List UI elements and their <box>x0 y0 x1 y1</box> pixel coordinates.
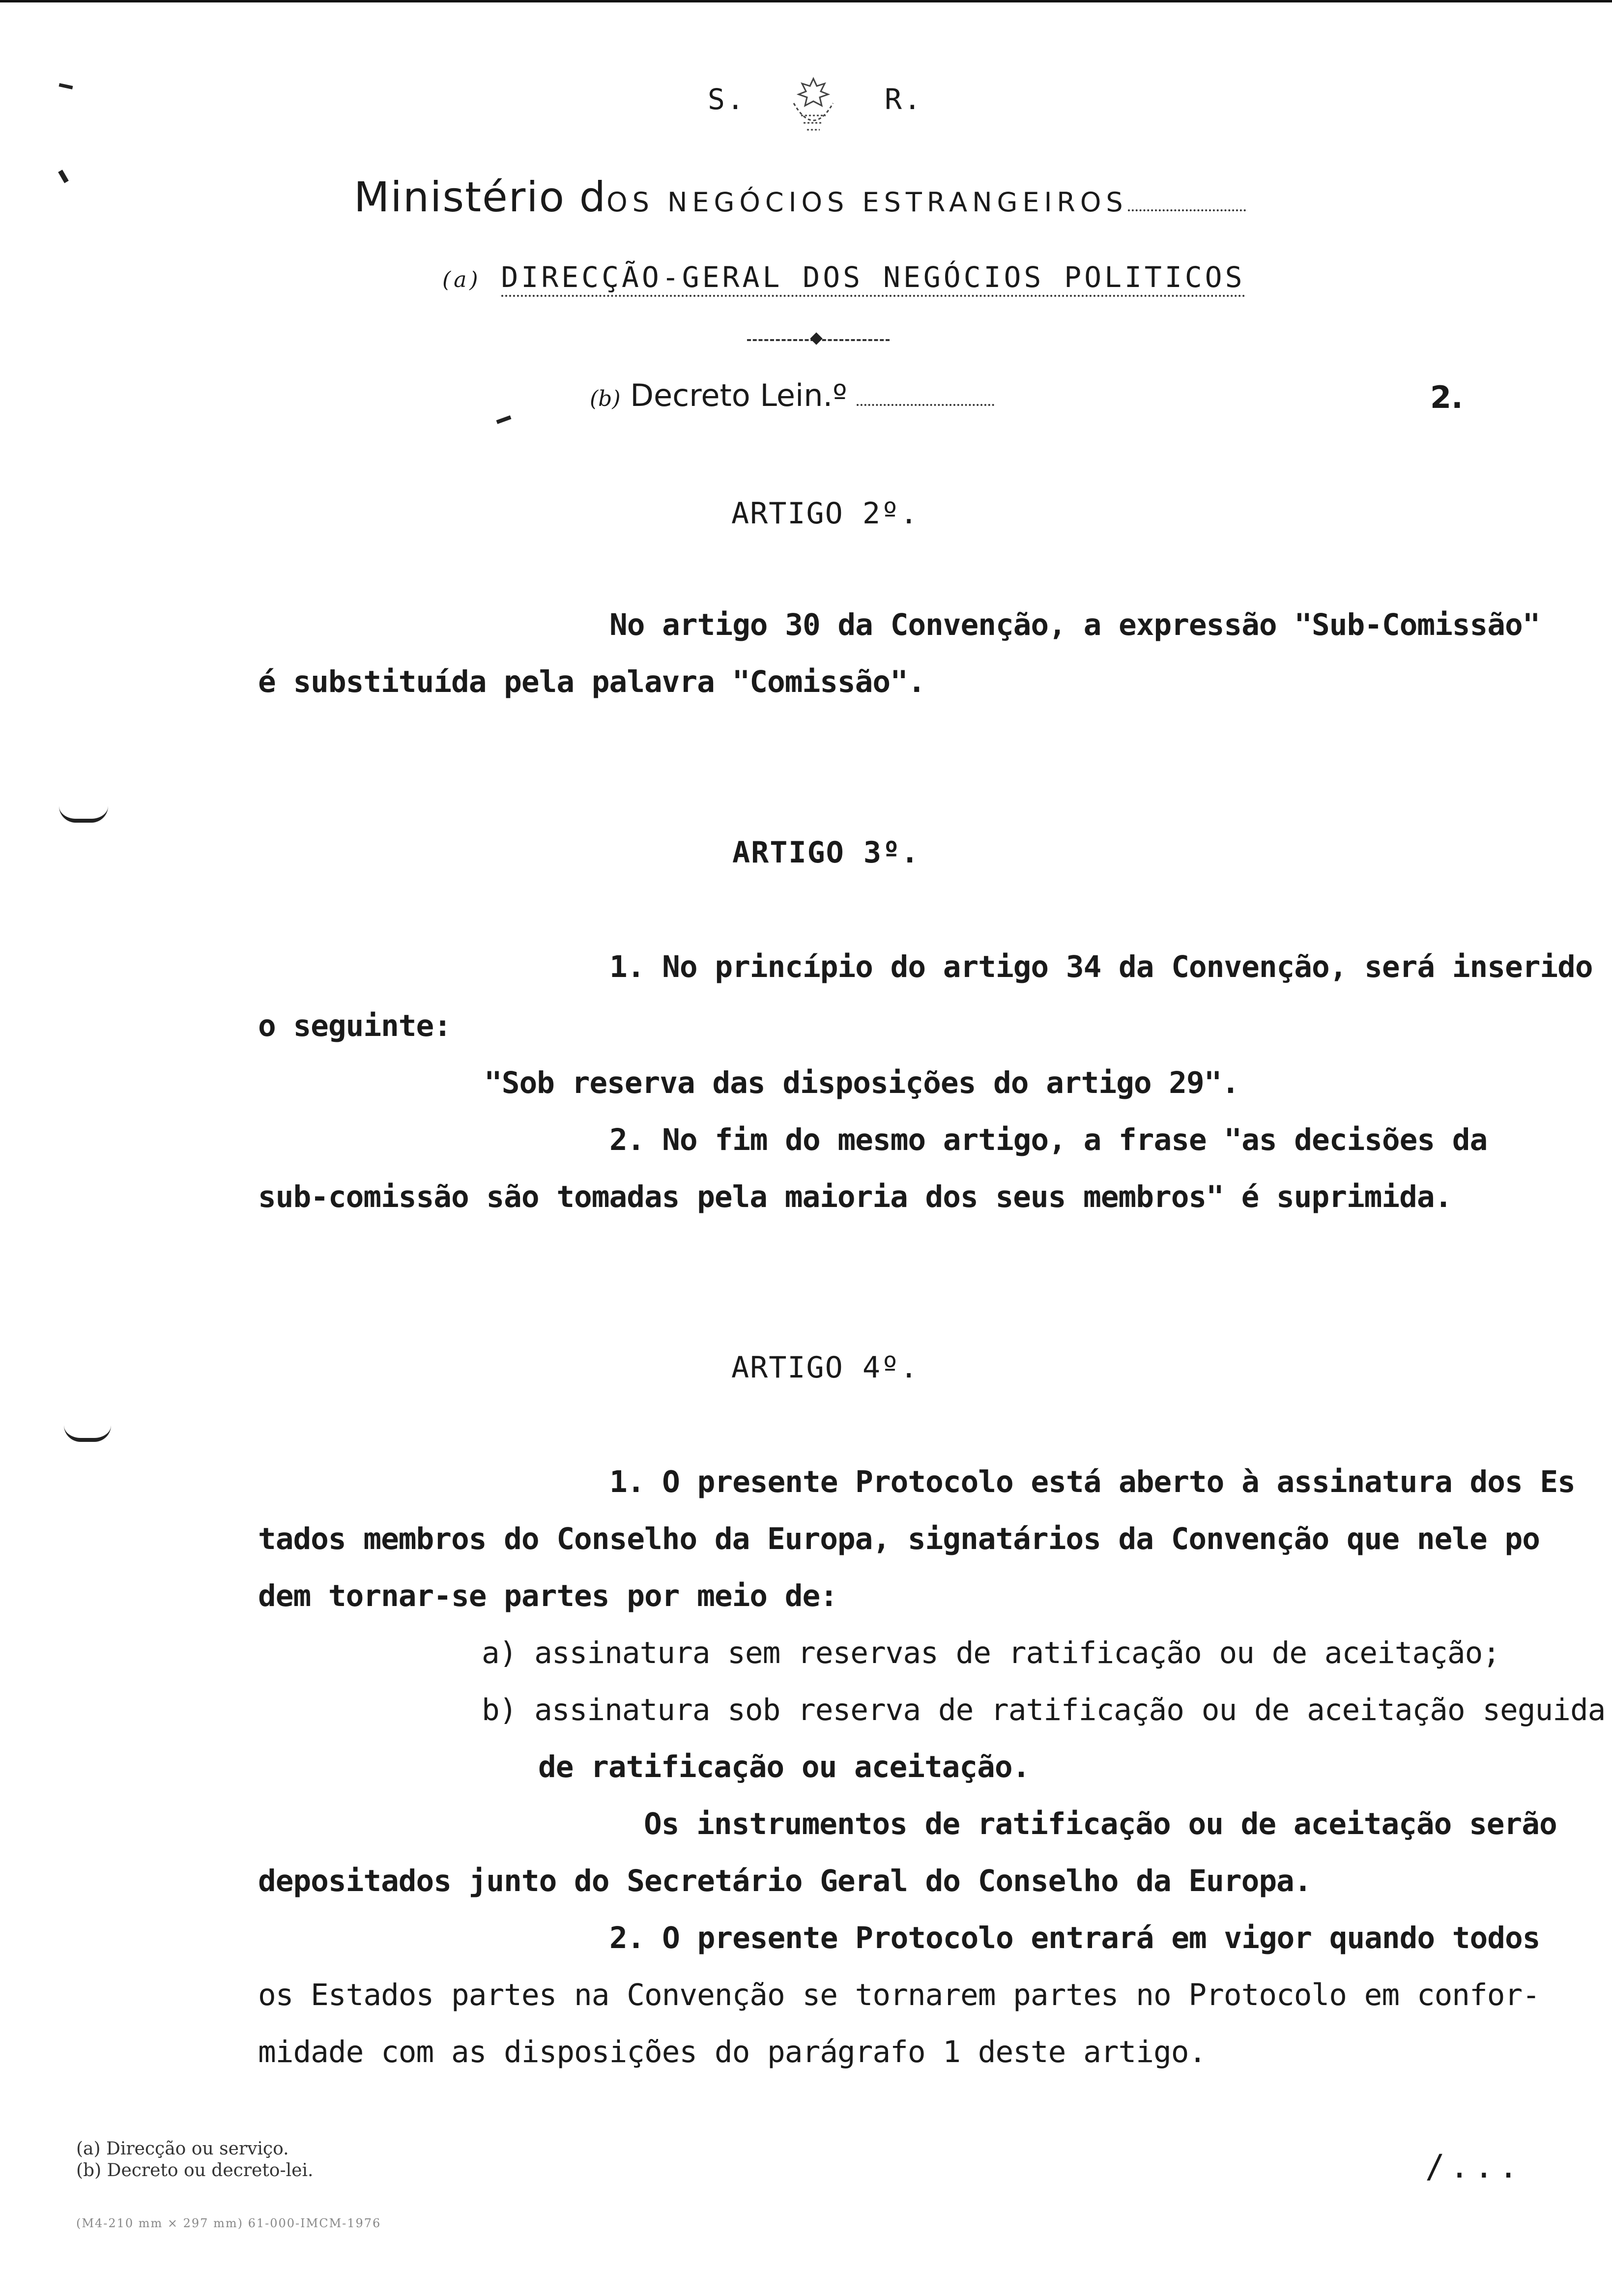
direccao-line <box>442 260 1245 294</box>
artigo-3-line-5: sub-comissão são tomadas pela maioria dos seus membros" é suprimida. <box>258 1179 1452 1214</box>
header-s-letter: S. <box>708 83 746 116</box>
decreto-line <box>590 377 994 413</box>
artigo-3-heading: ARTIGO 3º. <box>732 835 920 870</box>
artigo-4-instr-line-1: Os instrumentos de ratificação ou de aceitação serão <box>644 1807 1557 1841</box>
artigo-2-line-2: é substituída pela palavra "Comissão". <box>258 664 925 699</box>
artigo-2-line-1: No artigo 30 da Convenção, a expressão "Sub-Comissão" <box>609 607 1540 642</box>
scan-mark <box>496 415 512 424</box>
label-b: (b) <box>590 386 621 411</box>
scan-mark <box>59 83 73 89</box>
artigo-4-p2-line-3: midade com as disposições do parágrafo 1 deste artigo. <box>258 2035 1207 2069</box>
dotted-line <box>1128 209 1246 211</box>
artigo-4-line-1: 1. O presente Protocolo está aberto à assinatura dos Es <box>609 1464 1575 1499</box>
scan-mark <box>59 806 108 823</box>
ministry-prefix: Ministério d <box>354 173 607 221</box>
scan-mark <box>58 170 69 183</box>
direccao-geral: DIRECÇÃO-GERAL DOS NEGÓCIOS POLITICOS <box>501 260 1245 297</box>
footnote-b: (b) Decreto ou decreto-lei. <box>76 2160 314 2181</box>
footnote-a: (a) Direcção ou serviço. <box>76 2139 289 2159</box>
artigo-3-line-2: o seguinte: <box>258 1008 451 1043</box>
artigo-4-p2-line-2: os Estados partes na Convenção se tornarem partes no Protocolo em confor- <box>258 1978 1540 2012</box>
artigo-4-item-b-line-1: b) assinatura sob reserva de ratificação ou de aceitação seguida <box>482 1693 1606 1727</box>
artigo-4-line-2: tados membros do Conselho da Europa, signatários da Convenção que nele po <box>258 1521 1540 1556</box>
page-number: 2. <box>1430 379 1463 415</box>
print-code: (M4-210 mm × 297 mm) 61-000-IMCM-1976 <box>76 2216 381 2230</box>
scan-mark <box>64 1425 111 1442</box>
artigo-3-line-4: 2. No fim do mesmo artigo, a frase "as decisões da <box>609 1122 1488 1157</box>
artigo-4-heading: ARTIGO 4º. <box>731 1350 919 1385</box>
numero-label: n.º <box>804 377 847 413</box>
continuation-mark: /... <box>1425 2148 1523 2185</box>
artigo-4-item-a: a) assinatura sem reservas de ratificação ou de aceitação; <box>482 1636 1500 1670</box>
ministry-caps: OS NEGÓCIOS ESTRANGEIROS <box>606 187 1128 218</box>
ministry-title <box>354 173 1246 221</box>
dotted-line <box>857 404 994 406</box>
coat-of-arms-icon <box>777 69 850 143</box>
artigo-4-line-3: dem tornar-se partes por meio de: <box>258 1578 837 1613</box>
decreto-label: Decreto Lei <box>630 377 804 413</box>
artigo-2-heading: ARTIGO 2º. <box>731 496 919 531</box>
label-a: (a) <box>442 267 481 292</box>
artigo-4-instr-line-2: depositados junto do Secretário Geral do Conselho da Europa. <box>258 1864 1312 1898</box>
artigo-3-quote: "Sob reserva das disposições do artigo 29". <box>484 1065 1239 1100</box>
artigo-3-line-1: 1. No princípio do artigo 34 da Convenção, será inserido <box>609 949 1593 984</box>
top-border <box>0 0 1612 2</box>
separator-ornament <box>810 332 822 344</box>
header-r-letter: R. <box>885 83 923 116</box>
artigo-4-p2-line-1: 2. O presente Protocolo entrará em vigor quando todos <box>609 1921 1540 1955</box>
artigo-4-item-b-line-2: de ratificação ou aceitação. <box>538 1750 1030 1784</box>
